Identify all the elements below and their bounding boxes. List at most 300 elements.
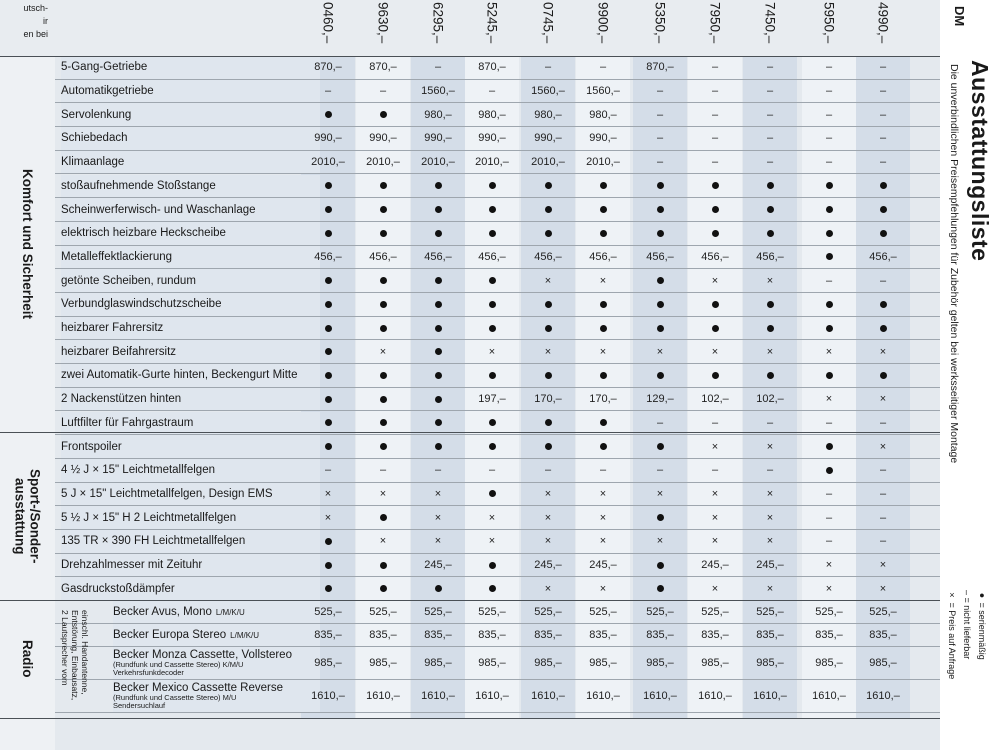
standard-dot [743, 222, 797, 245]
table-cell: 990,– [314, 132, 342, 145]
standard-dot [633, 364, 687, 387]
table-cell: × [766, 535, 774, 548]
standard-dot [301, 317, 355, 340]
table-cell: 525,– [756, 606, 784, 619]
table-cell: – [879, 156, 887, 169]
table-cell: × [766, 440, 774, 453]
row-label: Schiebedach [61, 127, 320, 150]
table-cell: × [711, 582, 719, 595]
column-header [583, 0, 623, 56]
standard-dot [411, 435, 465, 458]
row-label: 5-Gang-Getriebe [61, 56, 320, 79]
table-row [55, 293, 940, 317]
header-fragment-line: en bei [23, 29, 48, 39]
table-cell: – [599, 61, 607, 74]
standard-dot [576, 317, 630, 340]
table-row [55, 364, 940, 388]
standard-dot [411, 293, 465, 316]
table-cell: 170,– [534, 393, 562, 406]
column-header [418, 0, 458, 56]
standard-dot [521, 412, 575, 435]
table-cell: – [324, 85, 332, 98]
standard-dot [411, 412, 465, 435]
standard-dot [465, 577, 519, 600]
table-cell: 835,– [534, 629, 562, 642]
column-price: 0745,– [540, 2, 556, 44]
table-cell: – [711, 85, 719, 98]
table-cell: 525,– [534, 606, 562, 619]
table-cell: – [825, 274, 833, 287]
table-row [55, 459, 940, 483]
table-cell: 525,– [701, 606, 729, 619]
standard-dot [356, 317, 410, 340]
table-cell: 456,– [646, 250, 674, 263]
row-label: 2 Nackenstützen hinten [61, 388, 320, 411]
table-cell: 870,– [369, 61, 397, 74]
standard-dot [802, 435, 856, 458]
table-row [55, 198, 940, 222]
table-cell: 835,– [869, 629, 897, 642]
table-cell: – [879, 487, 887, 500]
standard-dot [356, 435, 410, 458]
row-label: Becker Avus, Mono L/M/K/U [113, 601, 320, 623]
table-cell: – [879, 274, 887, 287]
standard-dot [356, 175, 410, 198]
table-cell: 102,– [701, 393, 729, 406]
table-cell: – [711, 61, 719, 74]
table-cell: – [879, 108, 887, 121]
table-row [55, 647, 940, 680]
table-cell: – [599, 464, 607, 477]
standard-dot [743, 198, 797, 221]
table-row [55, 151, 940, 175]
table-cell: 1610,– [421, 690, 455, 703]
standard-dot [802, 364, 856, 387]
table-cell: – [434, 61, 442, 74]
section-label-sport: Sport-/Sonder- ausstattung [12, 468, 43, 564]
table-cell: × [825, 345, 833, 358]
table-cell: – [825, 156, 833, 169]
divider [0, 432, 1000, 433]
standard-dot [411, 175, 465, 198]
table-cell: 456,– [869, 250, 897, 263]
table-row [55, 127, 940, 151]
row-label: Verbundglaswindschutzscheibe [61, 293, 320, 316]
table-cell: × [599, 511, 607, 524]
table-cell: 835,– [424, 629, 452, 642]
table-cell: 870,– [646, 61, 674, 74]
column-price: 5245,– [484, 2, 500, 44]
table-cell: 985,– [701, 657, 729, 670]
table-cell: × [825, 582, 833, 595]
standard-dot [301, 269, 355, 292]
table-cell: × [766, 511, 774, 524]
table-cell: – [544, 61, 552, 74]
table-cell: – [879, 511, 887, 524]
row-label: Servolenkung [61, 103, 320, 126]
column-price: 7950,– [707, 2, 723, 44]
column-price: 9630,– [375, 2, 391, 44]
table-cell: × [544, 487, 552, 500]
row-label: heizbarer Beifahrersitz [61, 340, 320, 363]
table-cell: – [766, 464, 774, 477]
page-subtitle: Die unverbindlichen Preisempfehlungen für Zubehör gelten bei werksseitiger Montage [948, 64, 960, 464]
standard-dot [688, 293, 742, 316]
table-cell: 102,– [756, 393, 784, 406]
table-cell: 980,– [424, 108, 452, 121]
table-cell: – [711, 156, 719, 169]
standard-dot [688, 364, 742, 387]
standard-dot [743, 317, 797, 340]
standard-dot [521, 175, 575, 198]
table-cell: 980,– [478, 108, 506, 121]
standard-dot [301, 175, 355, 198]
table-row [55, 317, 940, 341]
standard-dot [576, 412, 630, 435]
table-cell: 980,– [534, 108, 562, 121]
table-cell: × [544, 582, 552, 595]
table-cell: 870,– [478, 61, 506, 74]
table-cell: × [879, 440, 887, 453]
table-cell: × [711, 511, 719, 524]
section-sport [0, 432, 55, 600]
standard-dot [301, 222, 355, 245]
standard-dot [633, 577, 687, 600]
table-row [55, 103, 940, 127]
standard-dot [411, 577, 465, 600]
standard-dot [688, 198, 742, 221]
standard-dot [633, 554, 687, 577]
table-cell: 1610,– [531, 690, 565, 703]
table-cell: 990,– [369, 132, 397, 145]
table-cell: 835,– [369, 629, 397, 642]
table-cell: – [656, 132, 664, 145]
column-header [640, 0, 680, 56]
table-cell: 2010,– [311, 156, 345, 169]
table-cell: × [825, 559, 833, 572]
column-price: 0460,– [320, 2, 336, 44]
section-radio [0, 600, 55, 718]
table-cell: × [599, 274, 607, 287]
table-cell: 1560,– [586, 85, 620, 98]
standard-dot [633, 506, 687, 529]
table-cell: 245,– [756, 559, 784, 572]
standard-dot [521, 317, 575, 340]
table-cell: – [766, 416, 774, 429]
table-cell: × [599, 582, 607, 595]
standard-dot [856, 293, 910, 316]
divider [0, 600, 1000, 601]
column-header [528, 0, 568, 56]
column-header [363, 0, 403, 56]
standard-dot [802, 246, 856, 269]
table-cell: 1610,– [311, 690, 345, 703]
table-cell: – [488, 85, 496, 98]
table-cell: – [766, 156, 774, 169]
table-cell: 985,– [756, 657, 784, 670]
legend-item: ● = serienmäßig [977, 590, 987, 660]
column-header [695, 0, 735, 56]
column-price: 5950,– [821, 2, 837, 44]
table-cell: 456,– [424, 250, 452, 263]
table-cell: 985,– [314, 657, 342, 670]
standard-dot [356, 222, 410, 245]
table-cell: – [825, 535, 833, 548]
table-cell: – [324, 464, 332, 477]
standard-dot [356, 293, 410, 316]
table-cell: × [879, 393, 887, 406]
standard-dot [301, 435, 355, 458]
standard-dot [411, 317, 465, 340]
row-label: heizbarer Fahrersitz [61, 317, 320, 340]
table-cell: 2010,– [475, 156, 509, 169]
standard-dot [521, 222, 575, 245]
row-label: Becker Europa Stereo L/M/K/U [113, 624, 320, 646]
divider [0, 56, 1000, 57]
table-cell: 985,– [589, 657, 617, 670]
table-cell: × [599, 487, 607, 500]
row-label: Luftfilter für Fahrgastraum [61, 412, 320, 435]
standard-dot [633, 317, 687, 340]
standard-dot [633, 198, 687, 221]
table-cell: × [434, 535, 442, 548]
table-cell: × [711, 440, 719, 453]
standard-dot [465, 412, 519, 435]
table-cell: – [544, 464, 552, 477]
table-cell: – [825, 108, 833, 121]
table-cell: 1610,– [753, 690, 787, 703]
table-cell: × [379, 487, 387, 500]
table-cell: 525,– [369, 606, 397, 619]
table-cell: × [599, 535, 607, 548]
standard-dot [802, 222, 856, 245]
standard-dot [576, 364, 630, 387]
table-cell: 2010,– [366, 156, 400, 169]
table-cell: × [544, 345, 552, 358]
standard-dot [576, 222, 630, 245]
table-row [55, 577, 940, 601]
table-row [55, 483, 940, 507]
row-label: Becker Monza Cassette, Vollstereo (Rundfunk und Cassette Stereo) K/M/U Verkehrsfunkdecoder [113, 647, 320, 679]
standard-dot [743, 364, 797, 387]
standard-dot [411, 198, 465, 221]
table-cell: 980,– [589, 108, 617, 121]
standard-dot [465, 554, 519, 577]
column-price: 4990,– [875, 2, 891, 44]
row-label: 5 ½ J × 15" H 2 Leichtmetallfelgen [61, 506, 320, 529]
table-cell: 835,– [701, 629, 729, 642]
standard-dot [301, 340, 355, 363]
table-cell: – [879, 85, 887, 98]
standard-dot [856, 198, 910, 221]
legend-item: × = Preis auf Anfrage [947, 590, 957, 680]
table-cell: × [825, 393, 833, 406]
table-cell: × [488, 511, 496, 524]
table-row [55, 388, 940, 412]
table-cell: – [879, 132, 887, 145]
table-cell: 245,– [424, 559, 452, 572]
table-cell: 985,– [534, 657, 562, 670]
standard-dot [465, 293, 519, 316]
table-row [55, 530, 940, 554]
column-header [750, 0, 790, 56]
table-cell: 525,– [424, 606, 452, 619]
table-cell: 1610,– [643, 690, 677, 703]
table-cell: × [766, 487, 774, 500]
standard-dot [856, 364, 910, 387]
table-cell: × [656, 487, 664, 500]
standard-dot [633, 435, 687, 458]
table-cell: × [434, 511, 442, 524]
row-label: Frontspoiler [61, 435, 320, 458]
standard-dot [301, 364, 355, 387]
table-cell: 456,– [534, 250, 562, 263]
table-cell: × [656, 535, 664, 548]
standard-dot [688, 175, 742, 198]
table-cell: – [766, 108, 774, 121]
table-cell: – [379, 85, 387, 98]
table-cell: – [825, 487, 833, 500]
table-cell: 2010,– [421, 156, 455, 169]
standard-dot [576, 175, 630, 198]
standard-dot [411, 340, 465, 363]
table-cell: 2010,– [586, 156, 620, 169]
table-cell: – [656, 416, 664, 429]
standard-dot [411, 388, 465, 411]
standard-dot [301, 293, 355, 316]
standard-dot [856, 222, 910, 245]
standard-dot [743, 175, 797, 198]
standard-dot [521, 435, 575, 458]
table-cell: – [766, 85, 774, 98]
header-fragment-line: ir [43, 16, 48, 26]
section-label-radio: Radio [20, 640, 35, 678]
table-cell: – [656, 85, 664, 98]
standard-dot [465, 317, 519, 340]
standard-dot [411, 364, 465, 387]
table-cell: 1560,– [531, 85, 565, 98]
standard-dot [633, 175, 687, 198]
table-cell: 985,– [815, 657, 843, 670]
legend [946, 590, 988, 679]
row-label: Scheinwerferwisch- und Waschanlage [61, 198, 320, 221]
table-cell: – [711, 132, 719, 145]
table-cell: – [379, 464, 387, 477]
row-label: Gasdruckstoßdämpfer [61, 577, 320, 600]
standard-dot [465, 483, 519, 506]
table-cell: 456,– [369, 250, 397, 263]
row-label: getönte Scheiben, rundum [61, 269, 320, 292]
table-cell: 835,– [478, 629, 506, 642]
row-label: Automatikgetriebe [61, 80, 320, 103]
standard-dot [356, 577, 410, 600]
table-cell: × [656, 345, 664, 358]
table-cell: – [879, 464, 887, 477]
table-row [55, 601, 940, 624]
column-price: 6295,– [430, 2, 446, 44]
table-row [55, 554, 940, 578]
table-cell: 835,– [314, 629, 342, 642]
standard-dot [576, 435, 630, 458]
standard-dot [301, 388, 355, 411]
standard-dot [633, 293, 687, 316]
table-row [55, 624, 940, 647]
table-cell: – [766, 61, 774, 74]
standard-dot [411, 222, 465, 245]
table-cell: 245,– [589, 559, 617, 572]
table-cell: 985,– [869, 657, 897, 670]
standard-dot [356, 388, 410, 411]
table-cell: – [879, 416, 887, 429]
table-cell: – [825, 61, 833, 74]
standard-dot [465, 222, 519, 245]
table-cell: – [711, 108, 719, 121]
table-cell: × [711, 345, 719, 358]
column-header [472, 0, 512, 56]
table-cell: 525,– [869, 606, 897, 619]
table-cell: × [488, 345, 496, 358]
table-cell: × [488, 535, 496, 548]
column-price: 9900,– [595, 2, 611, 44]
table-cell: 870,– [314, 61, 342, 74]
table-cell: – [711, 464, 719, 477]
table-cell: 1610,– [698, 690, 732, 703]
standard-dot [688, 317, 742, 340]
standard-dot [465, 364, 519, 387]
table-cell: × [324, 487, 332, 500]
standard-dot [301, 530, 355, 553]
standard-dot [301, 198, 355, 221]
table-cell: 1610,– [866, 690, 900, 703]
standard-dot [521, 364, 575, 387]
standard-dot [301, 103, 355, 126]
table-cell: – [825, 132, 833, 145]
header-fragment-line: utsch- [23, 3, 48, 13]
table-cell: × [324, 511, 332, 524]
table-cell: 1610,– [475, 690, 509, 703]
section-komfort [0, 56, 55, 432]
table-cell: 1560,– [421, 85, 455, 98]
standard-dot [356, 198, 410, 221]
table-cell: 456,– [756, 250, 784, 263]
column-header [809, 0, 849, 56]
standard-dot [802, 198, 856, 221]
table-cell: 456,– [478, 250, 506, 263]
table-cell: × [599, 345, 607, 358]
table-row [55, 506, 940, 530]
table-cell: 985,– [369, 657, 397, 670]
table-cell: – [825, 85, 833, 98]
row-label: 5 J × 15" Leichtmetallfelgen, Design EMS [61, 483, 320, 506]
table-cell: – [766, 132, 774, 145]
section-label-komfort: Komfort und Sicherheit [20, 168, 35, 319]
standard-dot [633, 222, 687, 245]
standard-dot [465, 435, 519, 458]
table-cell: 835,– [646, 629, 674, 642]
column-price: 5350,– [652, 2, 668, 44]
table-cell: × [379, 345, 387, 358]
table-cell: – [656, 156, 664, 169]
table-cell: 990,– [589, 132, 617, 145]
table-cell: – [825, 511, 833, 524]
table-cell: 456,– [314, 250, 342, 263]
table-cell: × [544, 511, 552, 524]
standard-dot [576, 293, 630, 316]
table-cell: 835,– [756, 629, 784, 642]
standard-dot [356, 103, 410, 126]
table-cell: 245,– [534, 559, 562, 572]
standard-dot [802, 459, 856, 482]
